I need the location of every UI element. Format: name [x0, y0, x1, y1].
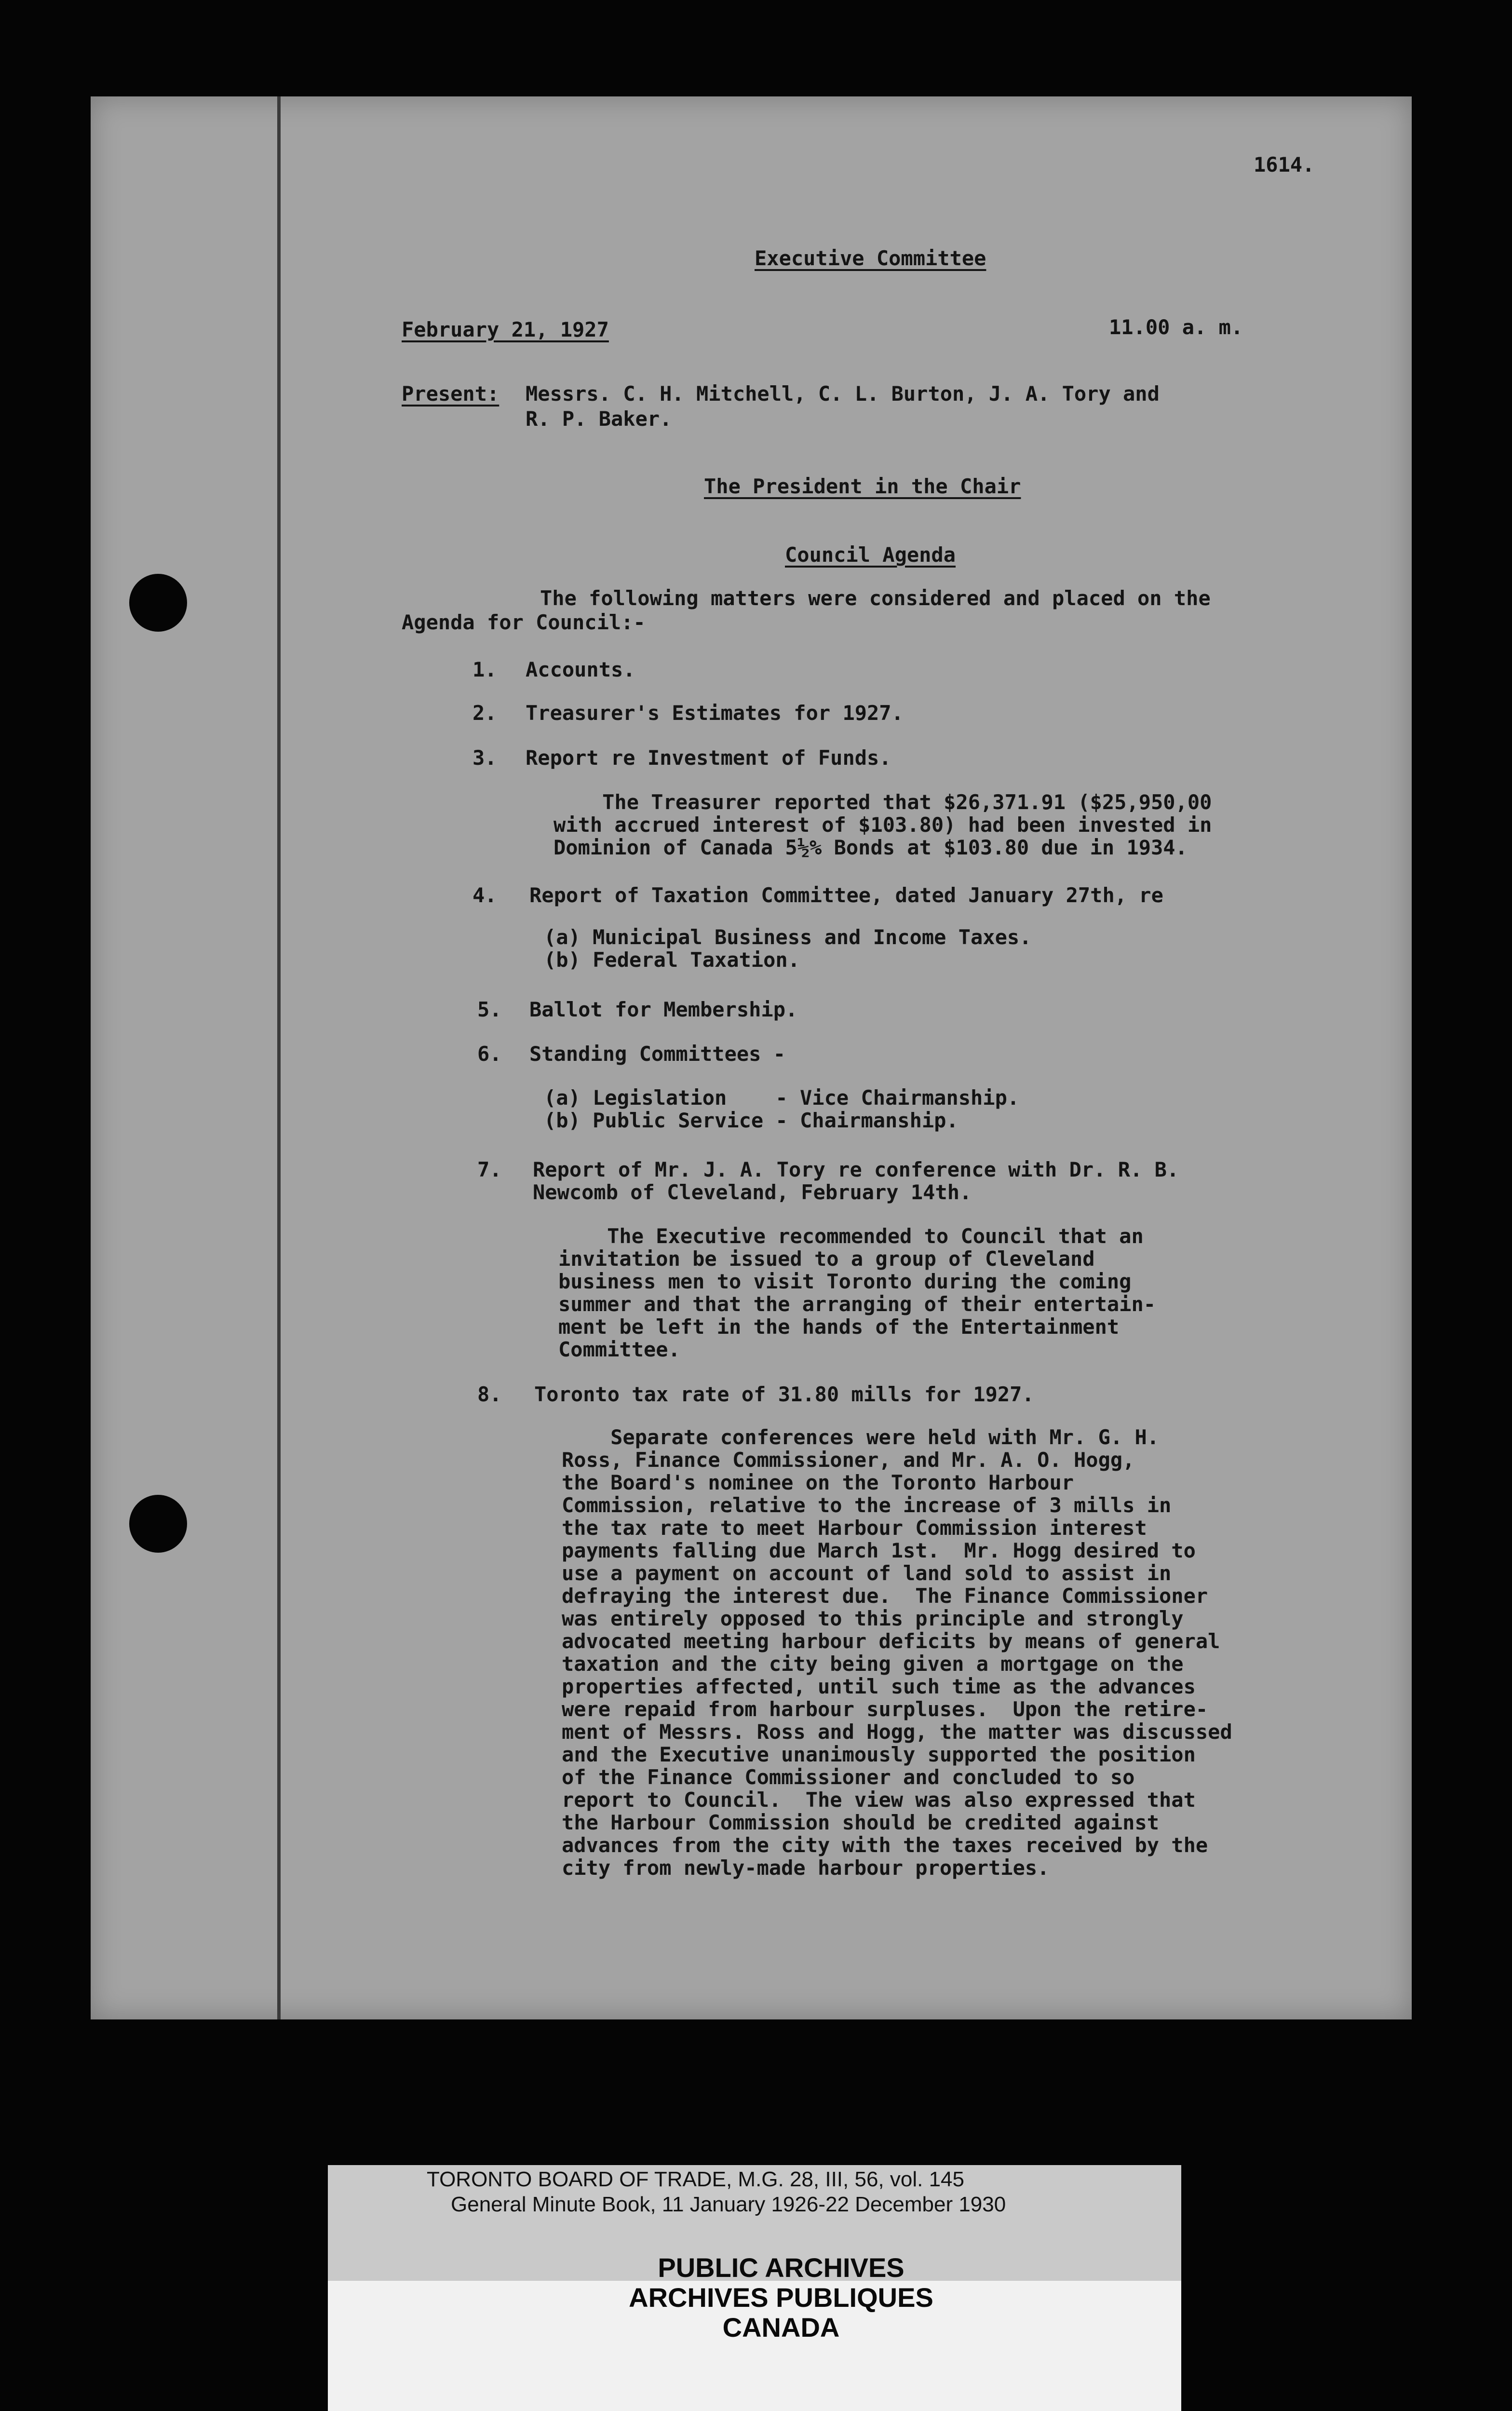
meeting-date: February 21, 1927 [402, 318, 609, 341]
attendees-line: Messrs. C. H. Mitchell, C. L. Burton, J. A. Tory and [526, 382, 1160, 406]
item-number: 1. [472, 658, 497, 681]
archive-stamp-line: ARCHIVES PUBLIQUES [629, 2282, 933, 2313]
meeting-time: 11.00 a. m. [1109, 315, 1243, 339]
margin-rule [277, 96, 281, 2019]
item-number: 2. [472, 701, 497, 725]
item-note: The Treasurer reported that $26,371.91 ($25,950,00 with accrued interest of $103.80) had been invested in Dominion of Canada 5½% Bonds at $103.80 due in 1934. [554, 790, 1212, 859]
binder-hole [129, 1495, 187, 1553]
document-title: Executive Committee [755, 246, 986, 270]
item-subitems: (a) Legislation - Vice Chairmanship. (b) Public Service - Chairmanship. [544, 1086, 1020, 1132]
attendees-line: R. P. Baker. [526, 407, 672, 431]
item-number: 3. [472, 746, 497, 770]
page-number: 1614. [1254, 153, 1315, 176]
item-number: 8. [477, 1382, 502, 1406]
item-note: The Executive recommended to Council that an invitation be issued to a group of Cleveland business men to visit Toronto during the coming summer and that the arranging of their entertain- ment be left in the hands of the Entertainment Committee. [558, 1224, 1156, 1361]
archive-stamp-line: PUBLIC ARCHIVES [658, 2252, 904, 2283]
archive-stamp-line: CANADA [722, 2312, 840, 2343]
section-heading: Council Agenda [785, 543, 956, 567]
agenda-item: Report of Taxation Committee, dated January 27th, re [529, 883, 1163, 907]
intro-text: The following matters were considered and placed on the [540, 586, 1211, 610]
archive-reference: TORONTO BOARD OF TRADE, M.G. 28, III, 56, vol. 145 [427, 2167, 964, 2191]
item-number: 7. [477, 1158, 502, 1181]
item-number: 4. [472, 883, 497, 907]
agenda-item: Standing Committees - [529, 1042, 786, 1066]
agenda-item: Toronto tax rate of 31.80 mills for 1927. [534, 1382, 1034, 1406]
item-number: 6. [477, 1042, 502, 1066]
item-number: 5. [477, 998, 502, 1021]
chair-heading: The President in the Chair [704, 474, 1021, 498]
item-note: Separate conferences were held with Mr. G. H. Ross, Finance Commissioner, and Mr. A. O. Hogg, the Board's nominee on the Toronto Harbour Commission, relative to the increase of 3 mills in the tax rate to meet Harbour Commission interest payments falling due March 1st. Mr. Hogg desired to use a payment on account of land sold to assist in defraying the interest due. The Finance Commissioner was entirely opposed to this principle and strongly advocated meeting harbour deficits by means of general taxation and the city being given a mortgage on the properties affected, until such time as the advances were repaid from harbour surpluses. Upon the retire- ment of Messrs. Ross and Hogg, the matter was discussed and the Executive unanimously supported the position of the Finance Commissioner and concluded to so report to Council. The view was also expressed that the Harbour Commission should be credited against advances from the city with the taxes received by the city from newly-made harbour properties. [562, 1425, 1232, 1880]
agenda-item: Treasurer's Estimates for 1927. [526, 701, 904, 725]
present-label: Present: [402, 382, 500, 406]
binder-hole [129, 574, 187, 632]
agenda-item: Accounts. [526, 658, 635, 681]
agenda-item: Report re Investment of Funds. [526, 746, 891, 770]
intro-text: Agenda for Council:- [402, 610, 646, 634]
agenda-item: Report of Mr. J. A. Tory re conference with Dr. R. B. Newcomb of Cleveland, February 14th. [533, 1158, 1179, 1204]
archive-reference: General Minute Book, 11 January 1926-22 December 1930 [451, 2193, 1006, 2216]
agenda-item: Ballot for Membership. [529, 998, 798, 1021]
item-subitems: (a) Municipal Business and Income Taxes. (b) Federal Taxation. [544, 925, 1032, 972]
